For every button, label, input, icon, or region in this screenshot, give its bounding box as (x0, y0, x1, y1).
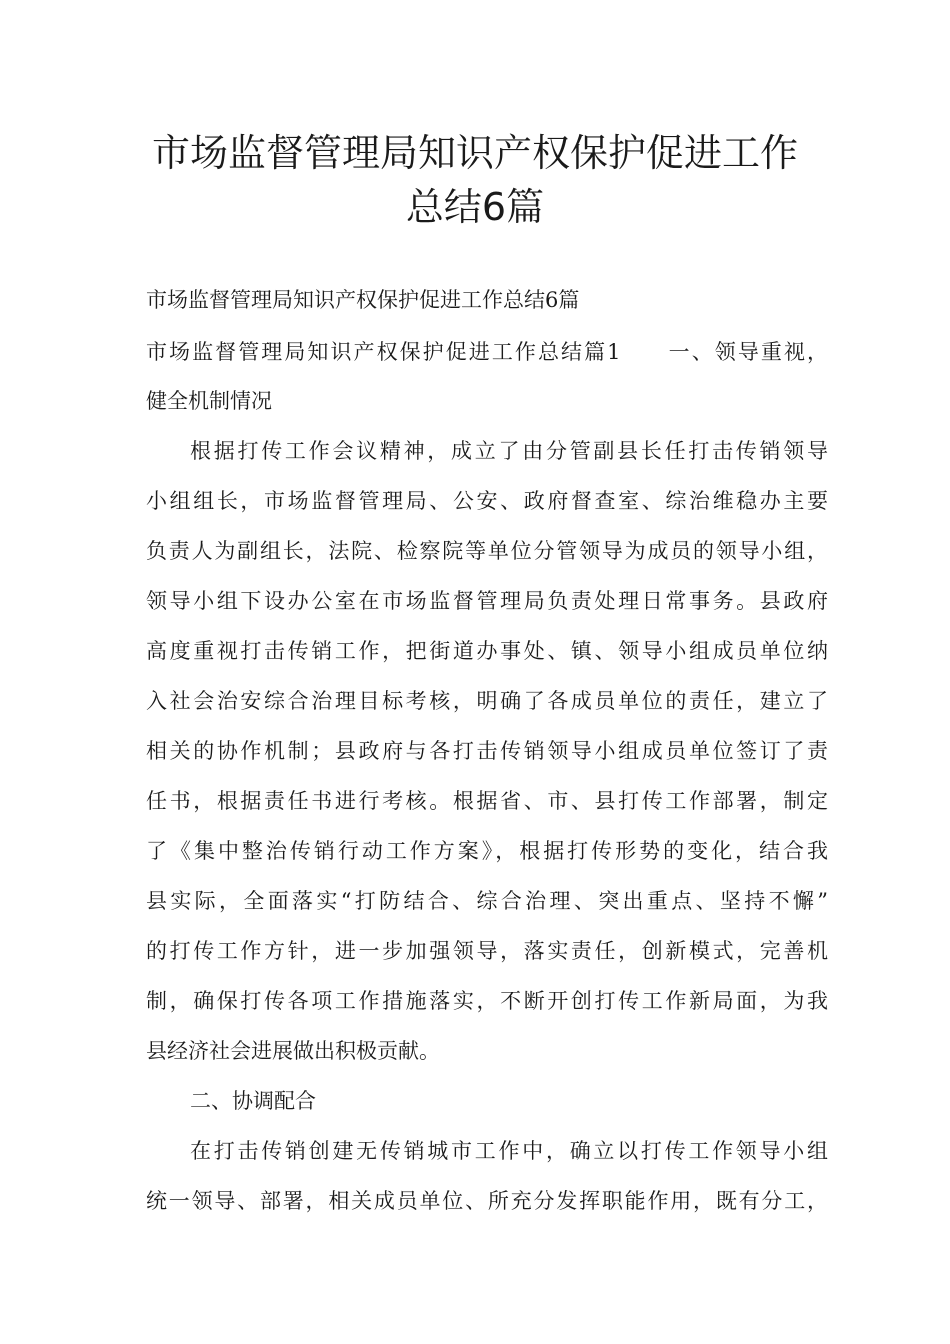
document-title-line-2: 总结6篇 (405, 185, 545, 229)
paragraph-line: 根据打传工作会议精神，成立了由分管副县长任打击传销领导 (190, 439, 828, 463)
paragraph-line: 领导小组下设办公室在市场监督管理局负责处理日常事务。县政府 (146, 589, 828, 613)
subtitle-line: 市场监督管理局知识产权保护促进工作总结6篇 (146, 288, 580, 312)
paragraph-line: 统一领导、部署，相关成员单位、所充分发挥职能作用，既有分工， (146, 1189, 828, 1213)
section-heading-line: 市场监督管理局知识产权保护促进工作总结篇1 一、领导重视， (146, 340, 828, 364)
paragraph-line: 相关的协作机制；县政府与各打击传销领导小组成员单位签订了责 (146, 739, 828, 763)
paragraph-line: 高度重视打击传销工作，把街道办事处、镇、领导小组成员单位纳 (146, 639, 828, 663)
paragraph-last-line: 县经济社会进展做出积极贡献。 (146, 1039, 440, 1063)
document-title-line-1: 市场监督管理局知识产权保护促进工作 (151, 131, 798, 175)
paragraph-line: 县实际，全面落实“打防结合、综合治理、突出重点、坚持不懈” (146, 889, 828, 913)
paragraph-line: 的打传工作方针，进一步加强领导，落实责任，创新模式，完善机 (146, 939, 828, 963)
section-heading-continuation: 健全机制情况 (146, 389, 272, 413)
paragraph-line: 了《集中整治传销行动工作方案》，根据打传形势的变化，结合我 (146, 839, 828, 863)
paragraph-line: 制，确保打传各项工作措施落实，不断开创打传工作新局面，为我 (146, 989, 828, 1013)
paragraph-line: 入社会治安综合治理目标考核，明确了各成员单位的责任，建立了 (146, 689, 828, 713)
section-heading: 二、协调配合 (190, 1089, 316, 1113)
paragraph-line: 在打击传销创建无传销城市工作中，确立以打传工作领导小组 (190, 1139, 828, 1163)
paragraph-line: 负责人为副组长，法院、检察院等单位分管领导为成员的领导小组， (146, 539, 828, 563)
paragraph-line: 小组组长，市场监督管理局、公安、政府督查室、综治维稳办主要 (146, 489, 828, 513)
paragraph-line: 任书，根据责任书进行考核。根据省、市、县打传工作部署，制定 (146, 789, 828, 813)
